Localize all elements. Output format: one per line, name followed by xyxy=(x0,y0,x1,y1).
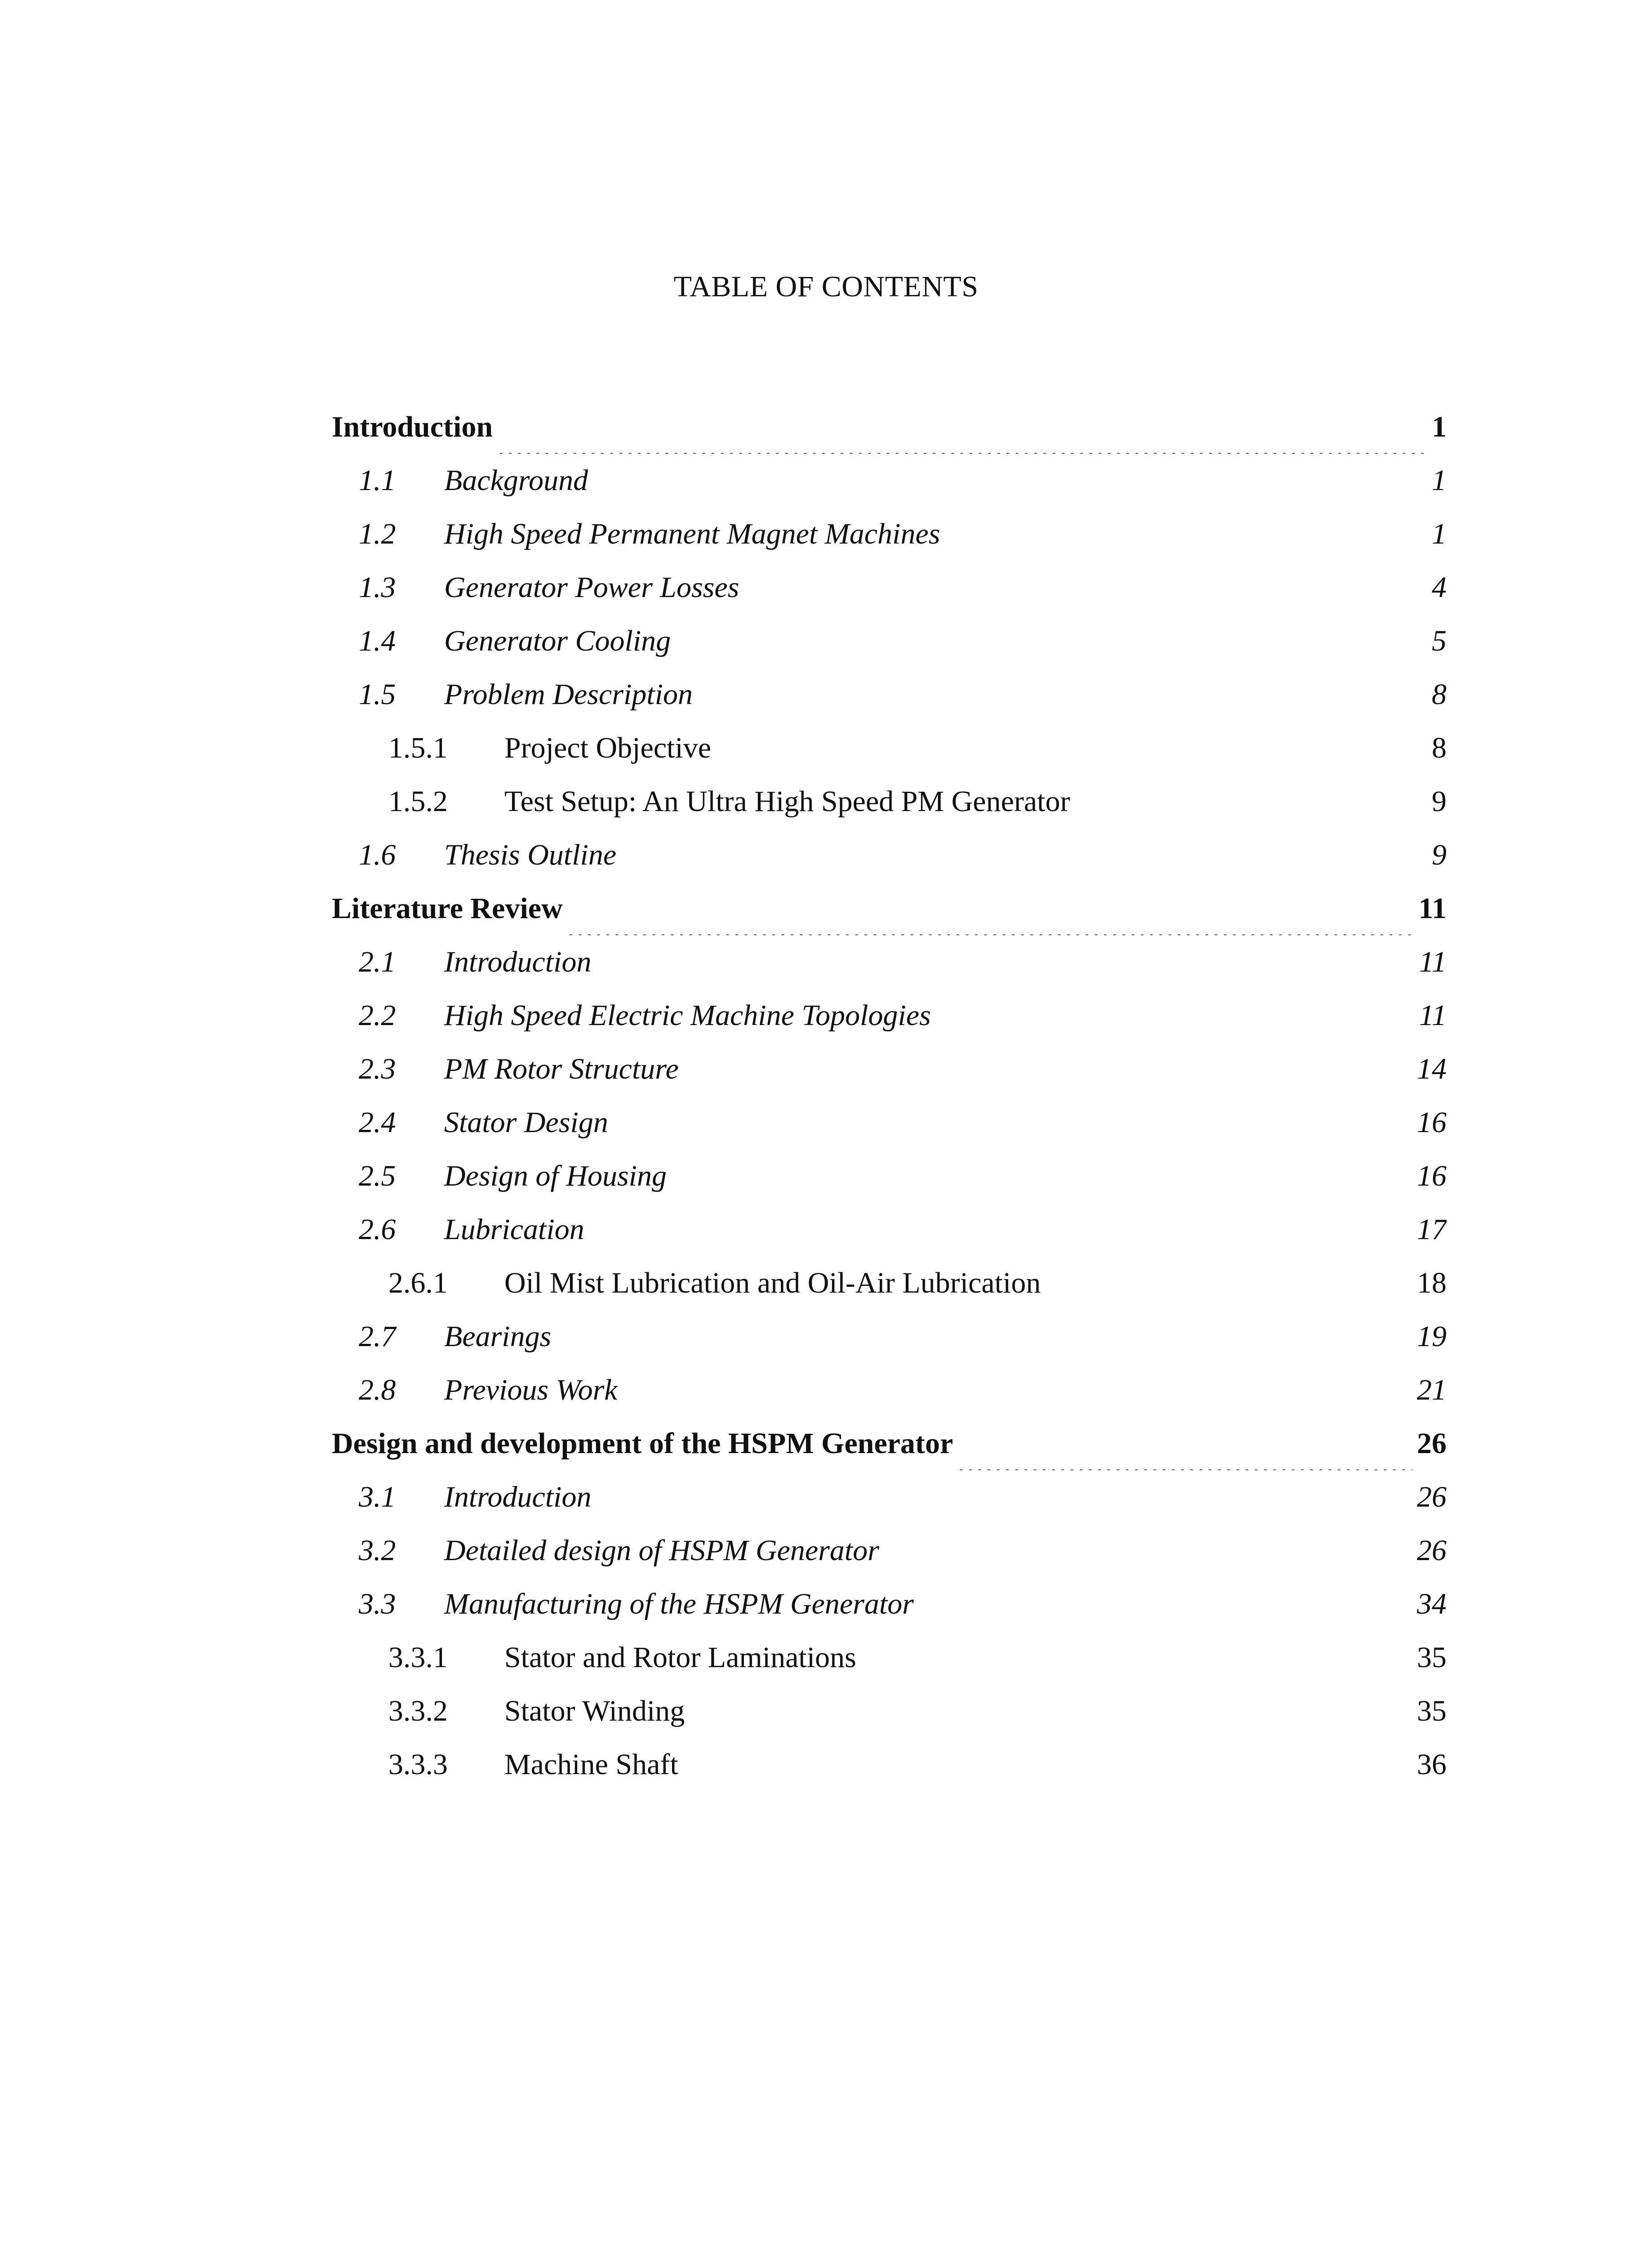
dot-leader xyxy=(861,1661,1412,1684)
page-title: TABLE OF CONTENTS xyxy=(673,270,979,303)
dot-leader xyxy=(683,1768,1412,1791)
toc-page-number: 1 xyxy=(1432,410,1447,443)
toc-entry[interactable] xyxy=(332,1738,1447,1791)
toc-entry[interactable] xyxy=(332,614,1447,668)
toc-section-title: Introduction xyxy=(444,945,592,978)
toc-entry-number: 3.2 xyxy=(359,1534,396,1567)
toc-page-number: 16 xyxy=(1417,1106,1447,1139)
toc-chapter-title: Literature Review xyxy=(332,892,563,925)
toc-page-number: 35 xyxy=(1417,1694,1447,1727)
toc-page-number: 14 xyxy=(1417,1052,1447,1085)
toc-entry[interactable] xyxy=(332,989,1447,1042)
toc-section-title: Machine Shaft xyxy=(504,1748,678,1781)
toc-chapter-title: Design and development of the HSPM Generator xyxy=(332,1427,953,1460)
dot-leader xyxy=(944,537,1427,561)
dot-leader xyxy=(744,591,1427,614)
toc-chapter-title: Introduction xyxy=(332,410,493,443)
toc-entry[interactable] xyxy=(332,1524,1447,1577)
toc-entry-number: 3.3 xyxy=(359,1587,396,1620)
toc-section-title: PM Rotor Structure xyxy=(444,1052,679,1085)
toc-page-number: 1 xyxy=(1432,517,1447,550)
dot-leader xyxy=(957,1447,1412,1470)
dot-leader xyxy=(689,1714,1412,1738)
toc-section-title: Manufacturing of the HSPM Generator xyxy=(444,1587,914,1620)
toc-entry[interactable] xyxy=(332,1203,1447,1256)
toc-entry[interactable] xyxy=(332,1256,1447,1310)
toc-entry-number: 1.6 xyxy=(359,838,396,871)
toc-section-title: Thesis Outline xyxy=(444,838,617,871)
toc-entry[interactable] xyxy=(332,1470,1447,1524)
toc-page-number: 11 xyxy=(1418,892,1447,925)
toc-entry-number: 2.6.1 xyxy=(388,1266,448,1299)
dot-leader xyxy=(556,1340,1412,1363)
toc-page-number: 5 xyxy=(1432,624,1447,657)
toc-entry-number: 2.8 xyxy=(359,1373,396,1406)
dot-leader xyxy=(884,1554,1412,1577)
toc-page-number: 17 xyxy=(1417,1213,1447,1246)
dot-leader xyxy=(671,1179,1412,1203)
toc-entry[interactable] xyxy=(332,1684,1447,1738)
toc-page-number: 8 xyxy=(1432,731,1447,764)
dot-leader xyxy=(621,858,1427,882)
dot-leader xyxy=(592,484,1427,507)
dot-leader xyxy=(697,698,1427,721)
toc-page-number: 9 xyxy=(1432,785,1447,818)
toc-entry-number: 2.5 xyxy=(359,1159,396,1192)
dot-leader xyxy=(596,965,1415,989)
toc-entry-number: 3.1 xyxy=(359,1480,396,1513)
toc-section-title: Generator Cooling xyxy=(444,624,671,657)
toc-entry-number: 2.2 xyxy=(359,999,396,1032)
toc-entry-number: 2.1 xyxy=(359,945,396,978)
toc-entry-number: 1.2 xyxy=(359,517,396,550)
toc-section-title: Project Objective xyxy=(504,731,712,764)
toc-entry[interactable] xyxy=(332,1096,1447,1149)
toc-entry-number: 1.5.1 xyxy=(388,731,448,764)
toc-entry-number: 3.3.3 xyxy=(388,1748,448,1781)
dot-leader xyxy=(683,1072,1412,1096)
toc-entry[interactable] xyxy=(332,721,1447,775)
toc-page-number: 26 xyxy=(1417,1534,1447,1567)
toc-entry-number: 1.5.2 xyxy=(388,785,448,818)
toc-page-number: 34 xyxy=(1417,1587,1447,1620)
dot-leader xyxy=(716,751,1427,775)
toc-entry[interactable] xyxy=(332,561,1447,614)
toc-section-title: Background xyxy=(444,464,588,497)
toc-page-number: 16 xyxy=(1417,1159,1447,1192)
toc-page-number: 1 xyxy=(1432,464,1447,497)
toc-entry-number: 1.4 xyxy=(359,624,396,657)
toc-section-title: Bearings xyxy=(444,1320,552,1353)
dot-leader xyxy=(1045,1286,1412,1310)
toc-entry[interactable] xyxy=(332,1310,1447,1363)
dot-leader xyxy=(1074,805,1427,828)
toc-page-number: 26 xyxy=(1417,1480,1447,1513)
dot-leader xyxy=(918,1607,1412,1631)
toc-page-number: 11 xyxy=(1419,945,1447,978)
toc-entry[interactable] xyxy=(332,1577,1447,1631)
toc-entry[interactable] xyxy=(332,882,1447,935)
dot-leader xyxy=(675,644,1427,668)
dot-leader xyxy=(589,1233,1412,1256)
toc-entry[interactable] xyxy=(332,1042,1447,1096)
toc-page-number: 18 xyxy=(1417,1266,1447,1299)
toc-page-number: 9 xyxy=(1432,838,1447,871)
toc-page-number: 4 xyxy=(1432,571,1447,604)
dot-leader xyxy=(613,1126,1412,1149)
toc-entry[interactable] xyxy=(332,1363,1447,1417)
toc-page-number: 21 xyxy=(1417,1373,1447,1406)
toc-page-number: 26 xyxy=(1417,1427,1447,1460)
toc-entry-number: 1.1 xyxy=(359,464,396,497)
toc-entry[interactable] xyxy=(332,1417,1447,1470)
toc-entry-number: 2.4 xyxy=(359,1106,396,1139)
toc-section-title: Lubrication xyxy=(444,1213,584,1246)
toc-section-title: Detailed design of HSPM Generator xyxy=(444,1534,879,1567)
toc-page-number: 11 xyxy=(1419,999,1447,1032)
dot-leader xyxy=(567,912,1414,935)
toc-entry-number: 1.3 xyxy=(359,571,396,604)
toc-section-title: Previous Work xyxy=(444,1373,618,1406)
toc-entry[interactable] xyxy=(332,507,1447,561)
toc-page-number: 8 xyxy=(1432,678,1447,711)
toc-section-title: High Speed Electric Machine Topologies xyxy=(444,999,931,1032)
toc-section-title: Test Setup: An Ultra High Speed PM Generator xyxy=(504,785,1070,818)
toc-section-title: Design of Housing xyxy=(444,1159,667,1192)
toc-section-title: Stator Winding xyxy=(504,1694,685,1727)
toc-section-title: Problem Description xyxy=(444,678,693,711)
toc-entry-number: 1.5 xyxy=(359,678,396,711)
toc-section-title: Generator Power Losses xyxy=(444,571,739,604)
toc-entry[interactable] xyxy=(332,400,1447,454)
toc-section-title: High Speed Permanent Magnet Machines xyxy=(444,517,940,550)
dot-leader xyxy=(497,430,1427,454)
toc-section-title: Stator Design xyxy=(444,1106,608,1139)
toc-entry[interactable] xyxy=(332,935,1447,989)
toc-entry[interactable] xyxy=(332,828,1447,882)
dot-leader xyxy=(596,1500,1412,1524)
toc-section-title: Stator and Rotor Laminations xyxy=(504,1641,856,1674)
toc-entry-number: 2.6 xyxy=(359,1213,396,1246)
toc-page-number: 36 xyxy=(1417,1748,1447,1781)
toc-entry-number: 2.7 xyxy=(359,1320,396,1353)
toc-entry-number: 3.3.2 xyxy=(388,1694,448,1727)
toc-entry[interactable] xyxy=(332,668,1447,721)
dot-leader xyxy=(622,1393,1412,1417)
toc-entry[interactable] xyxy=(332,775,1447,828)
toc-entry[interactable] xyxy=(332,1631,1447,1684)
toc-list xyxy=(332,400,1447,1791)
toc-entry-number: 3.3.1 xyxy=(388,1641,448,1674)
toc-entry[interactable] xyxy=(332,1149,1447,1203)
toc-entry-number: 2.3 xyxy=(359,1052,396,1085)
toc-entry[interactable] xyxy=(332,454,1447,507)
toc-page-number: 19 xyxy=(1417,1320,1447,1353)
toc-page-number: 35 xyxy=(1417,1641,1447,1674)
dot-leader xyxy=(935,1019,1415,1042)
toc-section-title: Introduction xyxy=(444,1480,592,1513)
toc-section-title: Oil Mist Lubrication and Oil-Air Lubrication xyxy=(504,1266,1041,1299)
